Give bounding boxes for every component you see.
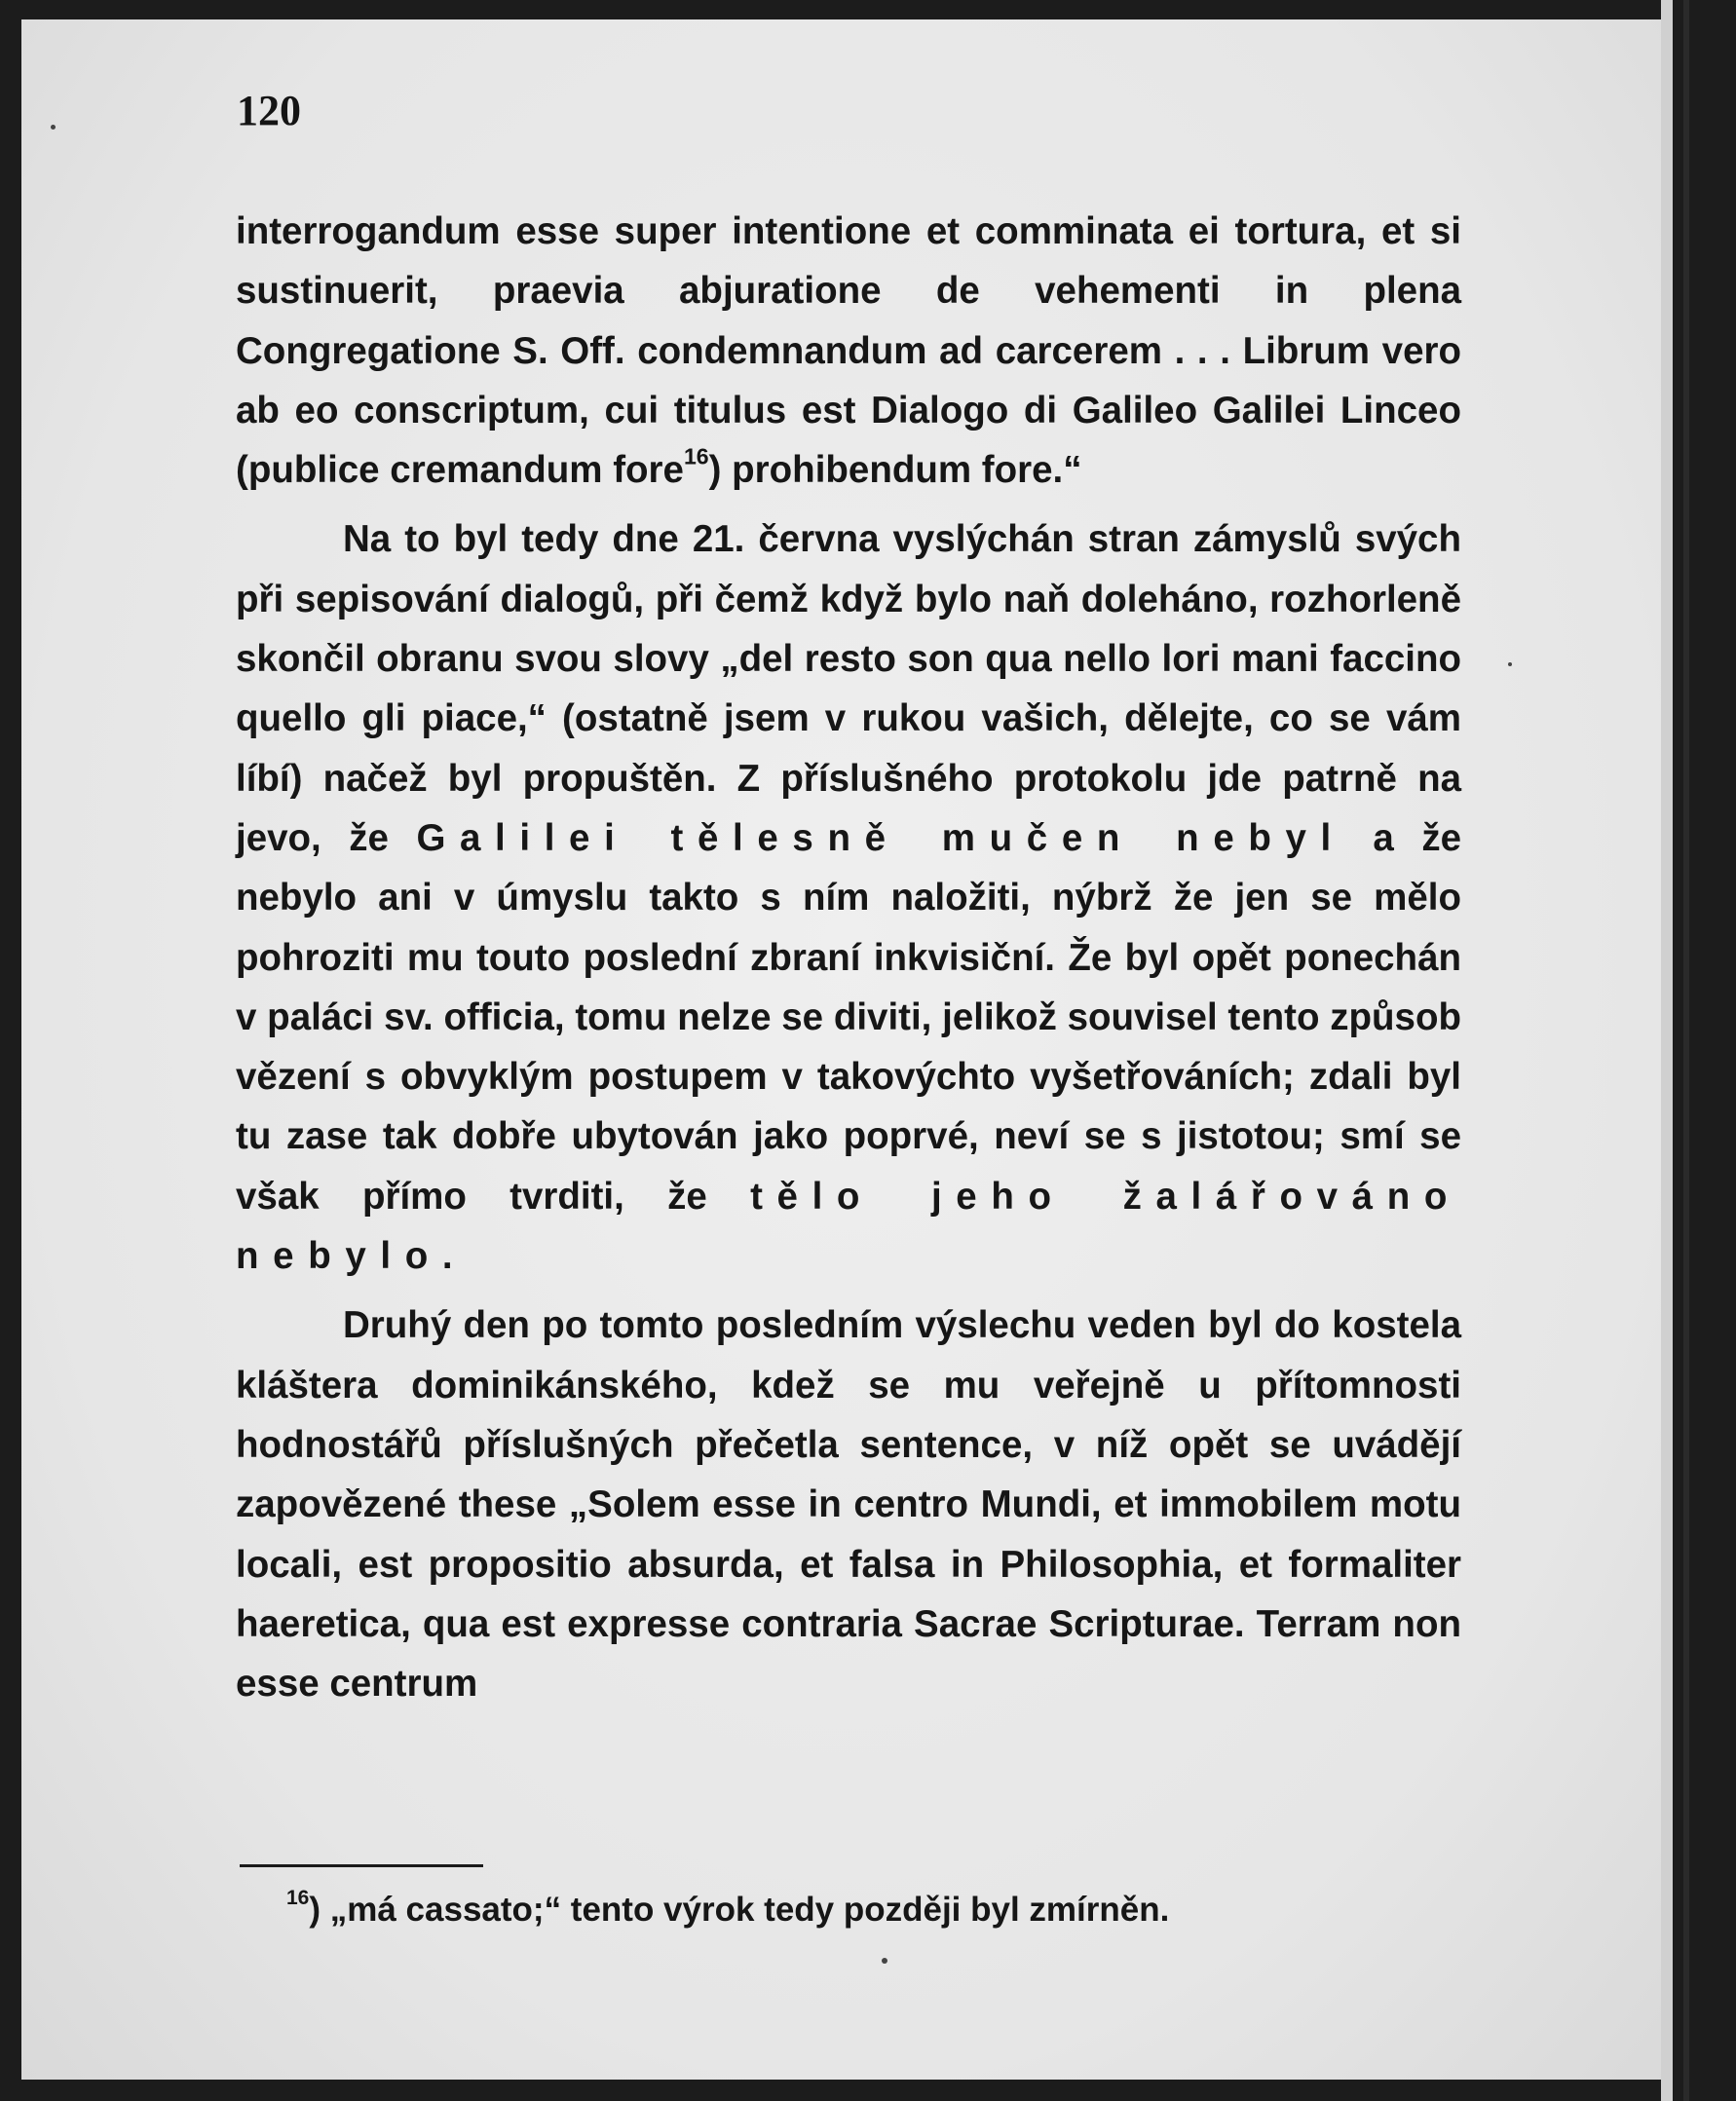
paragraph-2 — [236, 509, 1461, 1286]
binding-edge — [1683, 0, 1689, 2101]
paragraph-3: Druhý den po tomto posledním výslechu veden byl do kostela kláštera dominikánského, kdež se mu veřejně u přítomnosti hodnostářů příslušných přečetla sentence, v níž opět se uvádějí zapovězené these „Solem esse in centro Mundi, et immobilem motu locali, est propositio absurda, et falsa in Philosophia, et formaliter haeretica, qua est expresse contraria Sacrae Scripturae. Terram non esse centrum — [236, 1304, 1461, 1706]
footnote-rule — [240, 1864, 483, 1867]
footnote — [286, 1885, 1455, 1935]
emphasis-not-tortured: Galilei tělesně mučen nebyl — [416, 816, 1345, 859]
paragraph-1 — [236, 202, 1461, 500]
page-number: 120 — [237, 87, 301, 134]
footnote-text: ) „má cassato;“ tento výrok tedy později byl zmírněn. — [309, 1891, 1170, 1929]
paragraph-1-text-end: ) prohibendum fore.“ — [708, 449, 1082, 492]
paragraph-2-text-mid: a že nebylo ani v úmyslu takto s ním naložiti, nýbrž že jen se mělo pohroziti mu touto poslední zbraní inkvisiční. Že byl opět ponechán v paláci sv. officia, tomu nelze se diviti, jelikož souvisel tento způsob vězení s obvyklým postupem v takovýchto vyšetřováních; zdali byl tu zase tak dobře ubytován jako poprvé, neví se s jistotou; smí se však přímo tvrditi, že — [236, 816, 1462, 1218]
scan-speck — [1508, 662, 1512, 666]
main-text — [236, 202, 1461, 1713]
page-edge — [1661, 0, 1673, 2101]
scan-speck — [51, 125, 56, 130]
emphasis-not-imprisoned: tělo jeho žalářováno nebylo. — [236, 1175, 1462, 1278]
footnote-reference[interactable]: 16 — [683, 443, 709, 469]
scan-speck — [882, 1958, 887, 1964]
paragraph-1-text: interrogandum esse super intentione et comminata ei tortura, et si sustinuerit, praevia abjuratione de vehementi in plena Congregatione S. Off. condemnandum ad carcerem . . . Librum vero ab eo conscriptum, cui titulus est Dialogo di Galileo Galilei Linceo (publice cremandum fore — [236, 210, 1461, 492]
footnote-marker: 16 — [286, 1887, 310, 1910]
paragraph-2-text: Na to byl tedy dne 21. června vyslýchán stran zámyslů svých při sepisování dialogů, při čemž když bylo naň doleháno, rozhorleně skončil obranu svou slovy „del resto son qua nello lori mani faccino quello gli piace,“ (ostatně jsem v rukou vašich, dělejte, co se vám líbí) načež byl propuštěn. Z příslušného protokolu jde patrně na jevo, že — [236, 518, 1461, 859]
